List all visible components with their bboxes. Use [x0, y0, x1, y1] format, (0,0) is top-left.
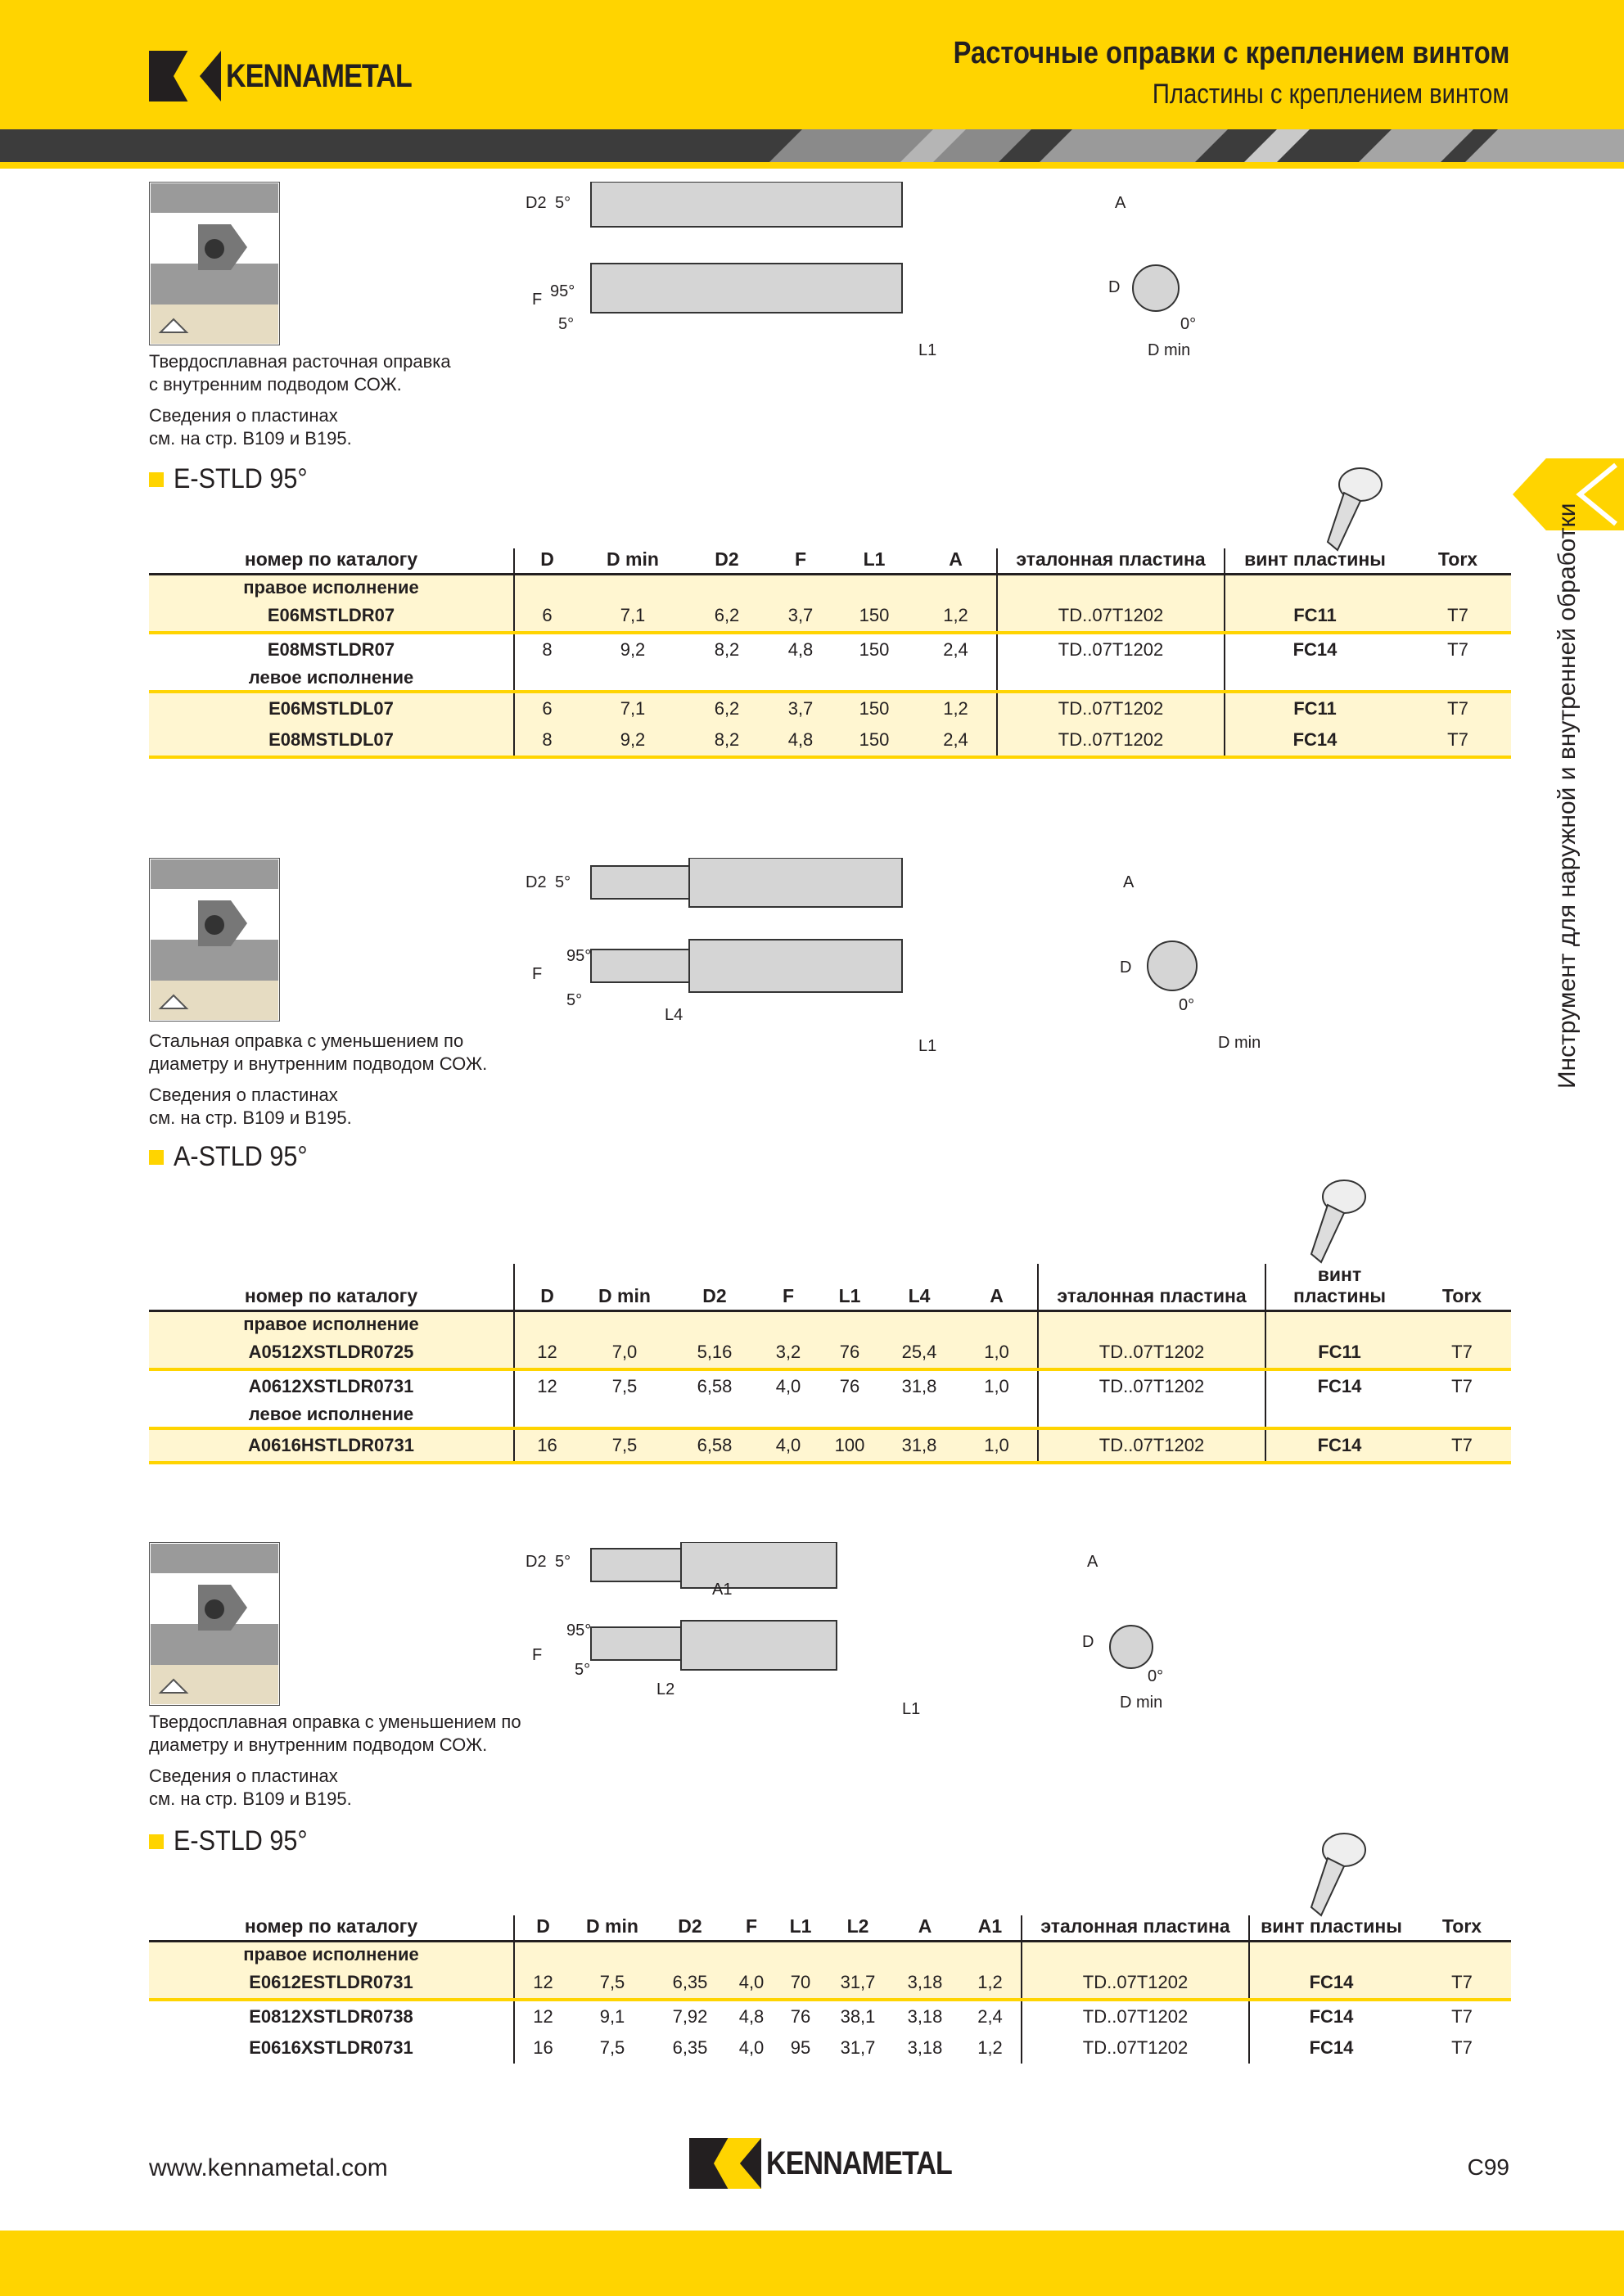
note-line: см. на стр. B109 и B195.	[149, 1789, 352, 1809]
col-header: винт пластины	[1265, 1264, 1413, 1311]
col-header: D2	[686, 548, 768, 575]
side-tab-label: Инструмент для наружной и внутренней обработки	[1554, 503, 1581, 1089]
col-header: D2	[653, 1915, 727, 1942]
dim-95-label: 95°	[550, 282, 575, 300]
spec-table	[149, 548, 1511, 759]
col-header: A	[956, 1264, 1038, 1311]
boring-operation-thumbnail	[149, 182, 280, 345]
col-header: номер по каталогу	[149, 548, 514, 575]
page-number: C99	[1467, 2154, 1509, 2180]
section-e-stld-2	[149, 1542, 1511, 2115]
footer-bar	[0, 2231, 1624, 2296]
note-line: Сведения о пластинах	[149, 1766, 338, 1786]
dim-d-label: D	[1120, 959, 1132, 977]
table-row: A0616HSTLDR0731 16 7,5 6,58 4,0 100 31,8 1,0 TD..07T1202 FC14 T7	[149, 1428, 1511, 1463]
dim-angle-label: 5°	[555, 194, 571, 212]
col-header: L1	[817, 1264, 882, 1311]
group-label: правое исполнение	[149, 575, 514, 601]
dim-f-label: F	[532, 965, 543, 983]
table-row: A0512XSTLDR0725 12 7,0 5,16 3,2 76 25,4 1,0 TD..07T1202 FC11 T7	[149, 1337, 1511, 1369]
note-line: Сведения о пластинах	[149, 405, 338, 426]
k-logo-icon	[149, 51, 221, 101]
dim-angle2-label: 5°	[575, 1661, 591, 1679]
col-header: D	[514, 548, 580, 575]
col-header: F	[727, 1915, 776, 1942]
dim-a-label: A	[1087, 1553, 1098, 1571]
dim-l2-label: L2	[656, 1680, 675, 1698]
dim-d2-label: D2	[526, 194, 547, 212]
col-header: L4	[882, 1264, 956, 1311]
spec-table	[149, 1915, 1511, 2064]
dim-a1-label: A1	[712, 1581, 733, 1599]
header-stripes	[0, 129, 1624, 162]
dim-l1-label: L1	[902, 1700, 921, 1718]
dim-l1-label: L1	[918, 341, 937, 359]
page-header	[0, 0, 1624, 129]
screw-icon	[1303, 1825, 1369, 1924]
description-line: Твердосплавная расточная оправка	[149, 351, 451, 372]
section-a-stld	[149, 858, 1511, 1504]
note-line: Сведения о пластинах	[149, 1085, 338, 1105]
header-rule	[0, 162, 1624, 169]
boring-operation-thumbnail	[149, 1542, 280, 1706]
table-row: E06MSTLDR07 6 7,1 6,2 3,7 150 1,2 TD..07T1202 FC11 T7	[149, 600, 1511, 633]
boring-operation-thumbnail	[149, 858, 280, 1022]
col-header: D min	[571, 1915, 653, 1942]
description-line: Стальная оправка с уменьшением по	[149, 1031, 464, 1051]
description-line: диаметру и внутренним подводом СОЖ.	[149, 1734, 488, 1755]
col-header: Torx	[1413, 1915, 1511, 1942]
col-header: A	[891, 1915, 959, 1942]
table-row: E0612ESTLDR0731 12 7,5 6,35 4,0 70 31,7 3,18 1,2 TD..07T1202 FC14 T7	[149, 1967, 1511, 2000]
col-header: D	[514, 1264, 580, 1311]
boring-bar-drawing	[526, 182, 1229, 370]
col-header: F	[768, 548, 833, 575]
dim-d2-label: D2	[526, 873, 547, 891]
dim-dmin-label: D min	[1120, 1694, 1163, 1712]
spec-table	[149, 1264, 1511, 1464]
k-logo-icon	[689, 2138, 761, 2189]
col-header: эталонная пластина	[1022, 1915, 1249, 1942]
table-row: E08MSTLDR07 8 9,2 8,2 4,8 150 2,4 TD..07T1202 FC14 T7	[149, 633, 1511, 665]
col-header: эталонная пластина	[1038, 1264, 1265, 1311]
col-header: D2	[670, 1264, 760, 1311]
boring-bar-drawing	[526, 858, 1279, 1062]
dim-zero-label: 0°	[1180, 315, 1197, 333]
dim-d-label: D	[1108, 278, 1121, 296]
col-header: винт пластины	[1249, 1915, 1413, 1942]
col-header: винт пластины	[1225, 548, 1405, 575]
dim-a-label: A	[1123, 873, 1135, 891]
bullet-square-icon	[149, 1834, 164, 1849]
group-label: левое исполнение	[248, 667, 414, 688]
kennametal-logo	[149, 51, 444, 101]
dim-zero-label: 0°	[1148, 1667, 1164, 1685]
col-header: номер по каталогу	[149, 1915, 514, 1942]
description-line: диаметру и внутренним подводом СОЖ.	[149, 1053, 488, 1074]
dim-a-label: A	[1115, 194, 1126, 212]
section-title: A-STLD 95°	[149, 1141, 323, 1173]
col-header: A	[915, 548, 997, 575]
section-title: E-STLD 95°	[149, 463, 323, 495]
footer-url-link[interactable]: www.kennametal.com	[149, 2154, 388, 2181]
dim-l4-label: L4	[665, 1006, 683, 1024]
group-label: правое исполнение	[149, 1311, 514, 1337]
screw-icon	[1320, 460, 1385, 558]
table-row: E08MSTLDL07 8 9,2 8,2 4,8 150 2,4 TD..07T1202 FC14 T7	[149, 724, 1511, 757]
col-header: F	[760, 1264, 817, 1311]
col-header: L2	[825, 1915, 891, 1942]
dim-dmin-label: D min	[1148, 341, 1191, 359]
bullet-square-icon	[149, 472, 164, 487]
dim-angle-label: 5°	[555, 873, 571, 891]
dim-dmin-label: D min	[1218, 1034, 1261, 1052]
group-label: левое исполнение	[248, 1404, 414, 1424]
page-title: Расточные оправки с креплением винтом	[953, 36, 1509, 70]
page-subtitle: Пластины с креплением винтом	[1153, 79, 1509, 110]
col-header: D	[514, 1915, 571, 1942]
col-header: эталонная пластина	[997, 548, 1225, 575]
note-line: см. на стр. B109 и B195.	[149, 428, 352, 449]
col-header: Torx	[1413, 1264, 1511, 1311]
table-row: E0616XSTLDR0731 16 7,5 6,35 4,0 95 31,7 3,18 1,2 TD..07T1202 FC14 T7	[149, 2032, 1511, 2064]
group-label: правое исполнение	[149, 1942, 514, 1968]
table-row: E06MSTLDL07 6 7,1 6,2 3,7 150 1,2 TD..07T1202 FC11 T7	[149, 692, 1511, 724]
dim-f-label: F	[532, 291, 543, 309]
section-e-stld-1	[149, 182, 1511, 820]
col-header: L1	[833, 548, 915, 575]
dim-l1-label: L1	[918, 1037, 937, 1055]
dim-95-label: 95°	[566, 947, 592, 965]
table-row: E0812XSTLDR0738 12 9,1 7,92 4,8 76 38,1 3,18 2,4 TD..07T1202 FC14 T7	[149, 2000, 1511, 2032]
bullet-square-icon	[149, 1150, 164, 1165]
dim-95-label: 95°	[566, 1622, 592, 1640]
col-header: D min	[580, 1264, 670, 1311]
col-header: D min	[580, 548, 686, 575]
dim-f-label: F	[532, 1646, 543, 1664]
section-title: E-STLD 95°	[149, 1825, 323, 1857]
col-header: L1	[776, 1915, 825, 1942]
screw-icon	[1303, 1172, 1369, 1270]
col-header: Torx	[1405, 548, 1511, 575]
brand-name: KENNAMETAL	[766, 2145, 952, 2181]
dim-d2-label: D2	[526, 1553, 547, 1571]
dim-angle-label: 5°	[555, 1553, 571, 1571]
footer-kennametal-logo	[689, 2138, 985, 2189]
dim-d-label: D	[1082, 1633, 1094, 1651]
note-line: см. на стр. B109 и B195.	[149, 1107, 352, 1128]
dim-angle2-label: 5°	[566, 991, 583, 1009]
table-row: A0612XSTLDR0731 12 7,5 6,58 4,0 76 31,8 1,0 TD..07T1202 FC14 T7	[149, 1369, 1511, 1402]
dim-zero-label: 0°	[1179, 996, 1195, 1014]
col-header: A1	[959, 1915, 1022, 1942]
description-line: Твердосплавная оправка с уменьшением по	[149, 1712, 521, 1732]
dim-angle2-label: 5°	[558, 315, 575, 333]
boring-bar-drawing	[526, 1542, 1213, 1730]
description-line: с внутренним подводом СОЖ.	[149, 374, 402, 395]
col-header: номер по каталогу	[149, 1264, 514, 1311]
brand-name: KENNAMETAL	[226, 57, 412, 94]
